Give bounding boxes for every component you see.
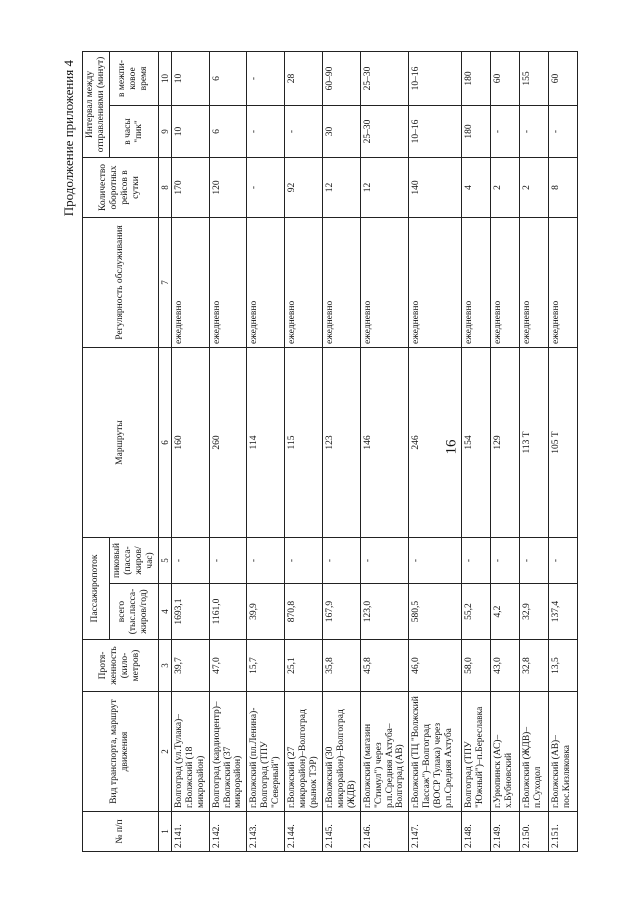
route-code: 115 (285, 348, 323, 538)
header-total: всего (тыс.пасса-жиров/год) (109, 584, 158, 640)
col-number: 5 (158, 538, 171, 584)
passenger-total: 1161,0 (209, 584, 247, 640)
passenger-peak: - (285, 538, 323, 584)
trip-count: 12 (322, 158, 360, 218)
interval-offpeak: 10–16 (409, 52, 462, 106)
route-code: 246 (409, 348, 462, 538)
passenger-total: 1693,1 (171, 584, 209, 640)
row-number: 2.141. (171, 812, 209, 852)
interval-offpeak: 6 (209, 52, 247, 106)
route-length: 39,7 (171, 640, 209, 692)
row-number: 2.151. (549, 812, 578, 852)
route-length: 35,8 (322, 640, 360, 692)
table-row (520, 52, 549, 852)
interval-offpeak: 180 (462, 52, 491, 106)
header-trips: Количество оборотных рейсов в сутки (83, 158, 159, 218)
route-code: 129 (491, 348, 520, 538)
col-number: 2 (158, 692, 171, 812)
trip-count: 140 (409, 158, 462, 218)
table-row (462, 52, 491, 852)
passenger-total: 4,2 (491, 584, 520, 640)
col-number: 3 (158, 640, 171, 692)
interval-offpeak: 28 (285, 52, 323, 106)
table-row (171, 52, 209, 852)
row-number: 2.147. (409, 812, 462, 852)
passenger-peak: - (360, 538, 409, 584)
interval-peak: - (549, 106, 578, 158)
route-name: г.Волжский (ТЦ "Волжский Пассаж")–Волгоград (ВОСР Тулака) через р.п.Средняя Ахтуба (409, 692, 462, 812)
interval-offpeak: 60 (491, 52, 520, 106)
passenger-total: 137,4 (549, 584, 578, 640)
trip-count: 8 (549, 158, 578, 218)
row-number: 2.144. (285, 812, 323, 852)
route-name: г.Волжский (27 микрорайон)–Волгоград (рынок ТЭР) (285, 692, 323, 812)
header-route: Вид транспорта, маршрут движения (83, 692, 159, 812)
trip-count: - (247, 158, 285, 218)
interval-offpeak: 10 (171, 52, 209, 106)
passenger-total: 870,8 (285, 584, 323, 640)
row-number: 2.142. (209, 812, 247, 852)
row-number: 2.148. (462, 812, 491, 852)
interval-offpeak: 25–30 (360, 52, 409, 106)
route-length: 47,0 (209, 640, 247, 692)
regularity: ежедневно (360, 218, 409, 348)
row-number: 2.145. (322, 812, 360, 852)
passenger-total: 123,0 (360, 584, 409, 640)
passenger-peak: - (491, 538, 520, 584)
trip-count: 120 (209, 158, 247, 218)
route-code: 113 Т (520, 348, 549, 538)
passenger-peak: - (462, 538, 491, 584)
trip-count: 2 (520, 158, 549, 218)
regularity: ежедневно (285, 218, 323, 348)
trip-count: 170 (171, 158, 209, 218)
routes-table (82, 51, 578, 852)
header-length: Протя-женность (кило-метров) (83, 640, 159, 692)
col-number: 1 (158, 812, 171, 852)
passenger-total: 580,5 (409, 584, 462, 640)
table-row (549, 52, 578, 852)
col-number: 6 (158, 348, 171, 538)
route-length: 25,1 (285, 640, 323, 692)
table-row (285, 52, 323, 852)
passenger-total: 39,9 (247, 584, 285, 640)
route-code: 160 (171, 348, 209, 538)
route-code: 114 (247, 348, 285, 538)
table-row (409, 52, 462, 852)
header-peak: пиковый (пасса-жиров/час) (109, 538, 158, 584)
table-row (322, 52, 360, 852)
header-interval-off: в межпи-ковое время (109, 52, 158, 106)
route-length: 13,5 (549, 640, 578, 692)
trip-count: 2 (491, 158, 520, 218)
passenger-peak: - (171, 538, 209, 584)
col-number: 10 (158, 52, 171, 106)
route-name: г.Урюпинск (АС)–х.Бубновский (491, 692, 520, 812)
route-name: г.Волжский (пл.Ленина)-Волгоград (ТПУ "Северный") (247, 692, 285, 812)
row-number: 2.149. (491, 812, 520, 852)
page-title: Продолжение приложения 4 (61, 60, 76, 217)
passenger-peak: - (409, 538, 462, 584)
trip-count: 12 (360, 158, 409, 218)
passenger-peak: - (247, 538, 285, 584)
row-number: 2.143. (247, 812, 285, 852)
regularity: ежедневно (491, 218, 520, 348)
interval-peak: 6 (209, 106, 247, 158)
route-name: г.Волжский (30 микрорайон)–Волгоград (ЖДВ) (322, 692, 360, 812)
route-length: 15,7 (247, 640, 285, 692)
rotated-page (60, 52, 580, 852)
passenger-total: 32,9 (520, 584, 549, 640)
passenger-total: 55,2 (462, 584, 491, 640)
route-code: 154 (462, 348, 491, 538)
header-num: № п/п (83, 812, 159, 852)
route-name: Волгоград (ТПУ "Южный")–п.Береславка (462, 692, 491, 812)
header-regularity: Регулярность обслуживания (83, 218, 159, 348)
interval-peak: 10–16 (409, 106, 462, 158)
interval-peak: 25–30 (360, 106, 409, 158)
route-length: 45,8 (360, 640, 409, 692)
page-number: 16 (443, 439, 460, 455)
interval-peak: - (285, 106, 323, 158)
regularity: ежедневно (247, 218, 285, 348)
col-number: 8 (158, 158, 171, 218)
header-routes: Маршруты (83, 348, 159, 538)
route-name: Волгоград (кардиоцентр)–г.Волжский (37 микрорайон) (209, 692, 247, 812)
passenger-peak: - (549, 538, 578, 584)
passenger-peak: - (322, 538, 360, 584)
interval-peak: - (247, 106, 285, 158)
col-number: 9 (158, 106, 171, 158)
route-length: 32,8 (520, 640, 549, 692)
interval-peak: 180 (462, 106, 491, 158)
trip-count: 92 (285, 158, 323, 218)
regularity: ежедневно (409, 218, 462, 348)
passenger-peak: - (520, 538, 549, 584)
header-interval-peak: в часы "пик" (109, 106, 158, 158)
regularity: ежедневно (549, 218, 578, 348)
route-code: 123 (322, 348, 360, 538)
interval-offpeak: 155 (520, 52, 549, 106)
route-code: 146 (360, 348, 409, 538)
regularity: ежедневно (322, 218, 360, 348)
route-length: 58,0 (462, 640, 491, 692)
route-code: 105 Т (549, 348, 578, 538)
header-passenger-flow: Пассажиропоток (83, 538, 110, 640)
route-name: г.Волжский (АВ)–пос.Кизляковка (549, 692, 578, 812)
interval-peak: 30 (322, 106, 360, 158)
route-code: 260 (209, 348, 247, 538)
interval-peak: - (491, 106, 520, 158)
col-number: 4 (158, 584, 171, 640)
route-name: г.Волжский (ЖДВ)–п.Суходол (520, 692, 549, 812)
table-row (491, 52, 520, 852)
col-number: 7 (158, 218, 171, 348)
interval-offpeak: 60 (549, 52, 578, 106)
regularity: ежедневно (171, 218, 209, 348)
table-row (360, 52, 409, 852)
passenger-total: 167,9 (322, 584, 360, 640)
trip-count: 4 (462, 158, 491, 218)
passenger-peak: - (209, 538, 247, 584)
interval-offpeak: - (247, 52, 285, 106)
row-number: 2.146. (360, 812, 409, 852)
table-row (247, 52, 285, 852)
regularity: ежедневно (462, 218, 491, 348)
interval-peak: 10 (171, 106, 209, 158)
header-interval: Интервал между отправлениями (минут) (83, 52, 110, 158)
interval-offpeak: 60–90 (322, 52, 360, 106)
route-length: 43,0 (491, 640, 520, 692)
route-name: Волгоград (ул.Тулака)–г.Волжский (18 микрорайон) (171, 692, 209, 812)
regularity: ежедневно (209, 218, 247, 348)
regularity: ежедневно (520, 218, 549, 348)
interval-peak: - (520, 106, 549, 158)
table-row (209, 52, 247, 852)
route-name: г.Волжский (магазин "Стимул") через р.п.Средняя Ахтуба–Волгоград (АВ) (360, 692, 409, 812)
route-length: 46,0 (409, 640, 462, 692)
row-number: 2.150. (520, 812, 549, 852)
